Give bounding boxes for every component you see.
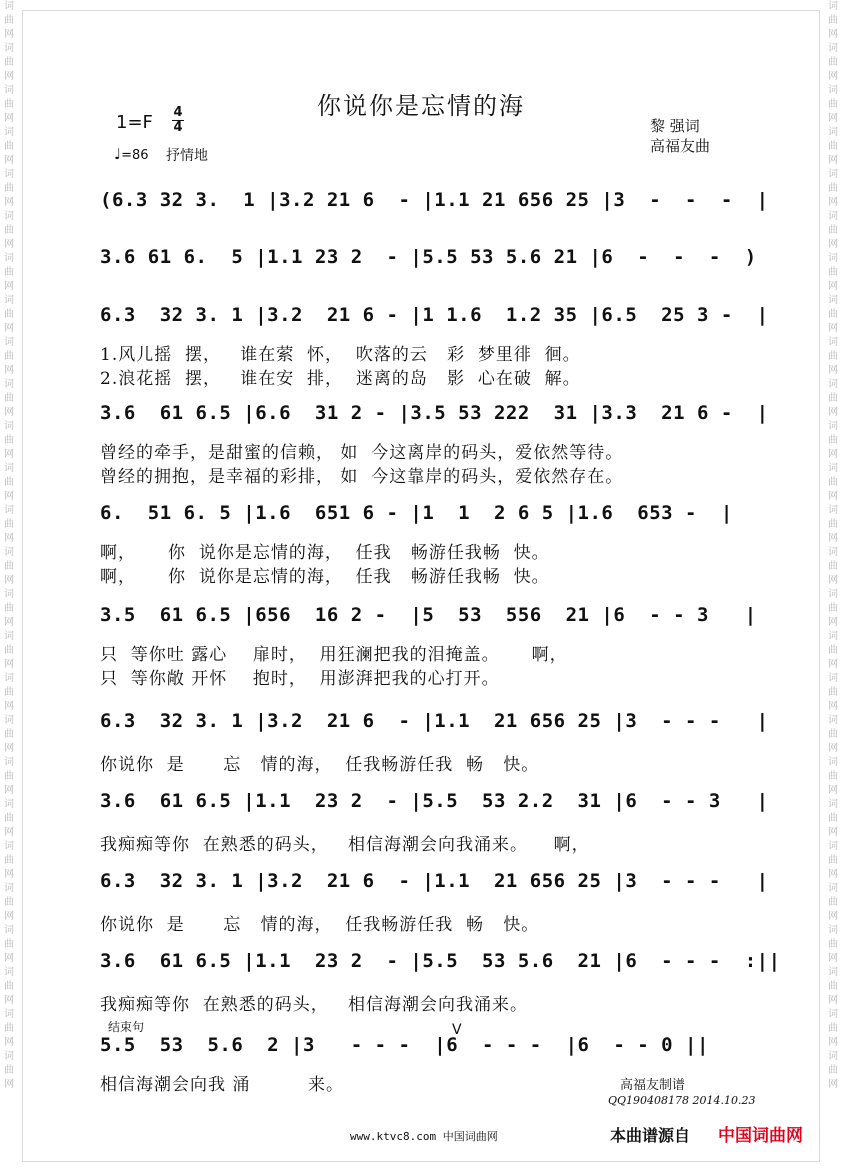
- key-signature: 1=F: [116, 112, 153, 133]
- time-signature: [172, 106, 184, 135]
- lyricist: 黎 强词: [650, 117, 700, 135]
- time-bottom: 4: [173, 120, 183, 135]
- lyric-line: 曾经的牵手，是甜蜜的信赖， 如 今这离岸的码头，爱依然等待。: [100, 443, 624, 463]
- lyric-line: 我痴痴等你 在熟悉的码头， 相信海潮会向我涌来。: [100, 995, 529, 1015]
- maker-contact: QQ190408178 2014.10.23: [608, 1094, 756, 1107]
- lyric-line: 你说你 是 忘 情的海， 任我畅游任我 畅 快。: [100, 755, 540, 775]
- lyric-line: 只 等你敞 开怀 抱时， 用澎湃把我的心打开。: [100, 669, 500, 689]
- watermark-left: 词曲网词曲网词曲网词曲网词曲网词曲网词曲网词曲网词曲网词曲网词曲网词曲网词曲网词曲网词曲网词曲网词曲网词曲网词曲网词曲网词曲网词曲网词曲网词曲网词曲网词曲网: [4, 1, 14, 1090]
- notes-line: 3.6 61 6. 5 |1.1 23 2 - |5.5 53 5.6 21 |6 - - - ): [100, 246, 757, 268]
- lyric-line: 曾经的拥抱，是幸福的彩排， 如 今这靠岸的码头，爱依然存在。: [100, 467, 624, 487]
- watermark-right: 词曲网词曲网词曲网词曲网词曲网词曲网词曲网词曲网词曲网词曲网词曲网词曲网词曲网词曲网词曲网词曲网词曲网词曲网词曲网词曲网词曲网词曲网词曲网词曲网词曲网词曲网: [828, 1, 838, 1090]
- lyric-line: 我痴痴等你 在熟悉的码头， 相信海潮会向我涌来。 啊，: [100, 835, 590, 855]
- credits: [650, 116, 710, 156]
- score-maker: 高福友制谱: [620, 1078, 686, 1093]
- notes-line: 6. 51 6. 5 |1.6 651 6 - |1 1 2 6 5 |1.6 653 - |: [100, 502, 733, 524]
- notes-line: 6.3 32 3. 1 |3.2 21 6 - |1 1.6 1.2 35 |6.5 25 3 - |: [100, 304, 769, 326]
- footer-source-label: 本曲谱源自: [610, 1126, 691, 1145]
- time-top: 4: [173, 105, 183, 120]
- expression-marking: 抒情地: [166, 148, 208, 164]
- ending-lyric: 相信海潮会向我 涌 来。: [100, 1075, 345, 1095]
- notes-line: 3.6 61 6.5 |6.6 31 2 - |3.5 53 222 31 |3.3 21 6 - |: [100, 402, 769, 424]
- notes-line: 3.6 61 6.5 |1.1 23 2 - |5.5 53 5.6 21 |6 - - - :||: [100, 950, 781, 972]
- notes-line: 3.6 61 6.5 |1.1 23 2 - |5.5 53 2.2 31 |6 - - 3 |: [100, 790, 769, 812]
- song-title: 你说你是忘情的海: [317, 92, 525, 120]
- ending-label: 结束句: [108, 1020, 145, 1034]
- notes-line: 6.3 32 3. 1 |3.2 21 6 - |1.1 21 656 25 |3 - - - |: [100, 710, 769, 732]
- lyric-line: 你说你 是 忘 情的海， 任我畅游任我 畅 快。: [100, 915, 540, 935]
- footer-brand-logo[interactable]: 中国词曲网: [718, 1126, 803, 1146]
- lyric-line: 啊， 你 说你是忘情的海， 任我 畅游任我畅 快。: [100, 567, 550, 587]
- tempo-marking: ♩=86: [114, 145, 149, 163]
- notes-line: 6.3 32 3. 1 |3.2 21 6 - |1.1 21 656 25 |3 - - - |: [100, 870, 769, 892]
- composer: 高福友曲: [650, 137, 711, 155]
- footer-site[interactable]: www.ktvc8.com 中国词曲网: [350, 1130, 498, 1143]
- quarter-note-icon: ♩: [114, 145, 122, 163]
- lyric-line: 啊， 你 说你是忘情的海， 任我 畅游任我畅 快。: [100, 543, 550, 563]
- lyric-line: 1.风儿摇 摆， 谁在萦 怀， 吹落的云 彩 梦里徘 徊。: [100, 345, 581, 365]
- ending-notes: 5.5 53 5.6 2 |3 - - - |6 - - - |6 - - 0 ||: [100, 1034, 709, 1056]
- breath-mark: V: [452, 1022, 462, 1038]
- lyric-line: 只 等你吐 露心 扉时， 用狂澜把我的泪掩盖。 啊，: [100, 645, 568, 665]
- notes-line: 3.5 61 6.5 |656 16 2 - |5 53 556 21 |6 - - 3 |: [100, 604, 757, 626]
- lyric-line: 2.浪花摇 摆， 谁在安 排， 迷离的岛 影 心在破 解。: [100, 369, 581, 389]
- notes-line: (6.3 32 3. 1 |3.2 21 6 - |1.1 21 656 25 |3 - - - |: [100, 189, 769, 211]
